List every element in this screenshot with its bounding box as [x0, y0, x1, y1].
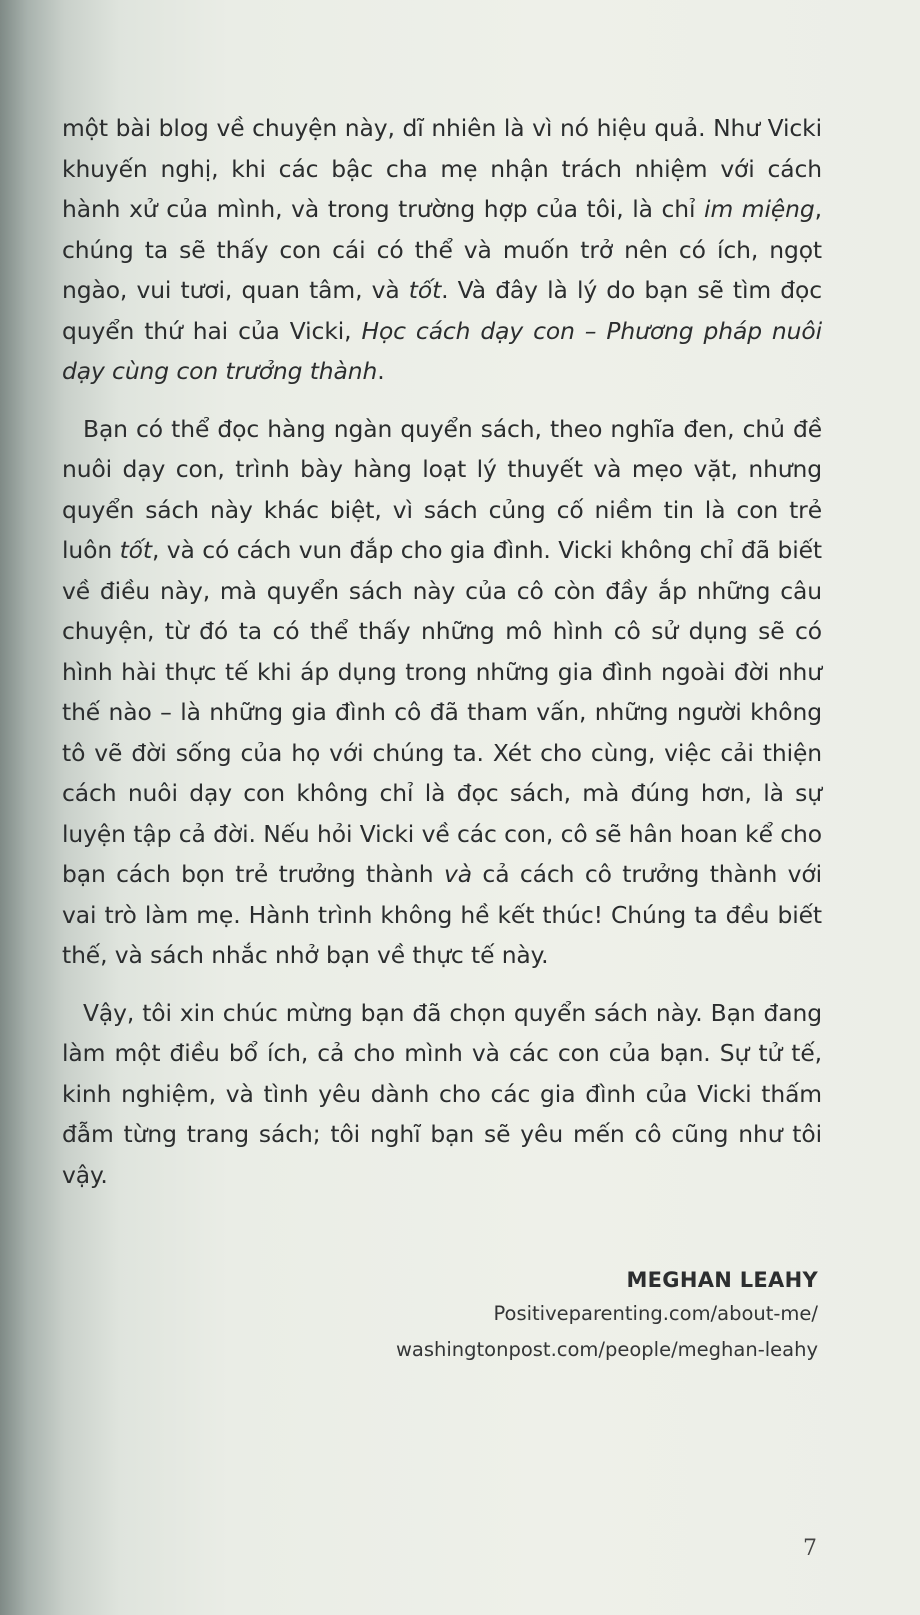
italic-text: tốt [408, 276, 442, 304]
body-paragraph [62, 108, 822, 392]
body-paragraph [62, 993, 822, 1196]
italic-text: im miệng [704, 195, 815, 223]
author-name: MEGHAN LEAHY [626, 1268, 818, 1292]
page-body [62, 108, 822, 1195]
text-run: Bạn có thể đọc hàng ngàn quyển sách, theo nghĩa đen, chủ đề nuôi dạy con, trình bày hàng loạt lý thuyết và mẹo vặt, nhưng quyển sách này khác biệt, vì sách củng cố niềm tin là con trẻ luôn [62, 414, 822, 564]
text-run: . [377, 357, 385, 385]
text-run: . Và đây là lý do bạn sẽ tìm đọc quyển thứ hai của Vicki, [62, 276, 822, 345]
author-signature [396, 1264, 818, 1368]
italic-text: Học cách dạy con – Phương pháp nuôi dạy cùng con trưởng thành [62, 316, 822, 385]
italic-text: tốt [119, 536, 152, 564]
page-number: 7 [803, 1536, 817, 1561]
italic-text: và [443, 860, 472, 888]
text-run: , và có cách vun đắp cho gia đình. Vicki không chỉ đã biết về điều này, mà quyển sách này của cô còn đầy ắp những câu chuyện, từ đó ta có thể thấy những mô hình cô sử dụng sẽ có hình hài thực tế khi áp dụng trong những gia đình ngoài đời như thế nào – là những gia đình cô đã tham vấn, những người không tô vẽ đời sống của họ với chúng ta. Xét cho cùng, việc cải thiện cách nuôi dạy con không chỉ là đọc sách, mà đúng hơn, là sự luyện tập cả đời. Nếu hỏi Vicki về các con, cô sẽ hân hoan kể cho bạn cách bọn trẻ trưởng thành [62, 536, 822, 888]
text-run: cả cách cô trưởng thành với vai trò làm mẹ. Hành trình không hề kết thúc! Chúng ta đều biết thế, và sách nhắc nhở bạn về thực tế này. [62, 860, 822, 969]
body-paragraph [62, 409, 822, 976]
text-run: , chúng ta sẽ thấy con cái có thể và muốn trở nên có ích, ngọt ngào, vui tươi, quan tâm, và [62, 195, 822, 304]
text-run: một bài blog về chuyện này, dĩ nhiên là vì nó hiệu quả. Như Vicki khuyến nghị, khi các bậc cha mẹ nhận trách nhiệm với cách hành xử của mình, và trong trường hợp của tôi, là chỉ [62, 114, 822, 223]
author-website-link[interactable]: Positiveparenting.com/about-me/ [493, 1302, 818, 1325]
text-run: Vậy, tôi xin chúc mừng bạn đã chọn quyển sách này. Bạn đang làm một điều bổ ích, cả cho mình và các con của bạn. Sự tử tế, kinh nghiệm, và tình yêu dành cho các gia đình của Vicki thấm đẫm từng trang sách; tôi nghĩ bạn sẽ yêu mến cô cũng như tôi vậy. [62, 998, 822, 1189]
author-column-link[interactable]: washingtonpost.com/people/meghan-leahy [395, 1338, 818, 1361]
